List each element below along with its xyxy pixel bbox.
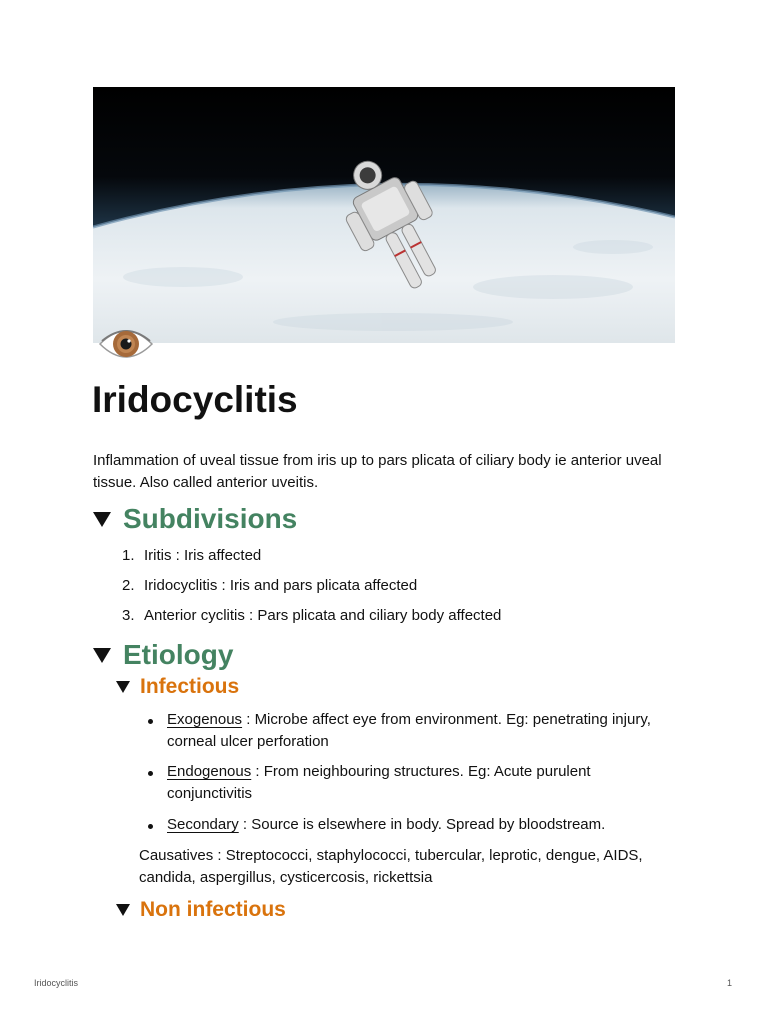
eye-icon[interactable] — [97, 322, 155, 366]
etiology-toggle-heading[interactable] — [93, 637, 233, 673]
toggle-triangle-icon[interactable] — [93, 512, 111, 527]
infectious-toggle-heading[interactable] — [116, 673, 239, 701]
list-text: : Microbe affect eye from environment. Eg: penetrating injury, corneal ulcer perforation — [167, 711, 651, 750]
toggle-triangle-icon[interactable] — [116, 681, 130, 693]
term-endogenous: Endogenous — [167, 763, 252, 780]
list-item — [148, 761, 674, 805]
list-number: 3. — [122, 607, 135, 624]
list-item — [122, 605, 501, 627]
non-infectious-heading: Non infectious — [140, 898, 286, 921]
list-number: 2. — [122, 577, 135, 594]
bullet-icon — [148, 824, 153, 829]
astronaut-spacewalk-image — [93, 87, 675, 343]
list-item — [148, 814, 674, 836]
toggle-triangle-icon[interactable] — [93, 648, 111, 663]
infectious-heading: Infectious — [140, 675, 240, 698]
list-item — [148, 709, 674, 753]
list-item — [122, 545, 261, 567]
list-text: Iritis : Iris affected — [144, 547, 262, 564]
bullet-icon — [148, 771, 153, 776]
toggle-triangle-icon[interactable] — [116, 904, 130, 916]
footer-title: Iridocyclitis — [34, 978, 79, 988]
page-title: Iridocyclitis — [92, 379, 298, 420]
term-exogenous: Exogenous — [167, 711, 243, 728]
bullet-icon — [148, 719, 153, 724]
causatives-paragraph: Causatives : Streptococci, staphylococci, tubercular, leprotic, dengue, AIDS, candida, aspergillus, cysticercosis, rickettsia — [139, 847, 643, 886]
subdivisions-toggle-heading[interactable] — [93, 501, 297, 537]
list-text: Iridocyclitis : Iris and pars plicata affected — [144, 577, 418, 594]
page-number: 1 — [727, 978, 733, 988]
list-number: 1. — [122, 547, 135, 564]
intro-paragraph: Inflammation of uveal tissue from iris up to pars plicata of ciliary body ie anterior uveal tissue. Also called anterior uveitis. — [93, 452, 662, 491]
term-secondary: Secondary — [167, 816, 239, 833]
list-text: : Source is elsewhere in body. Spread by bloodstream. — [238, 816, 606, 833]
subdivisions-heading: Subdivisions — [123, 503, 298, 534]
list-text: Anterior cyclitis : Pars plicata and ciliary body affected — [144, 607, 502, 624]
cover-image — [93, 87, 675, 343]
list-text: : From neighbouring structures. Eg: Acute purulent conjunctivitis — [167, 763, 591, 802]
non-infectious-toggle-heading[interactable] — [116, 896, 286, 924]
list-item — [122, 575, 417, 597]
etiology-heading: Etiology — [123, 639, 234, 670]
